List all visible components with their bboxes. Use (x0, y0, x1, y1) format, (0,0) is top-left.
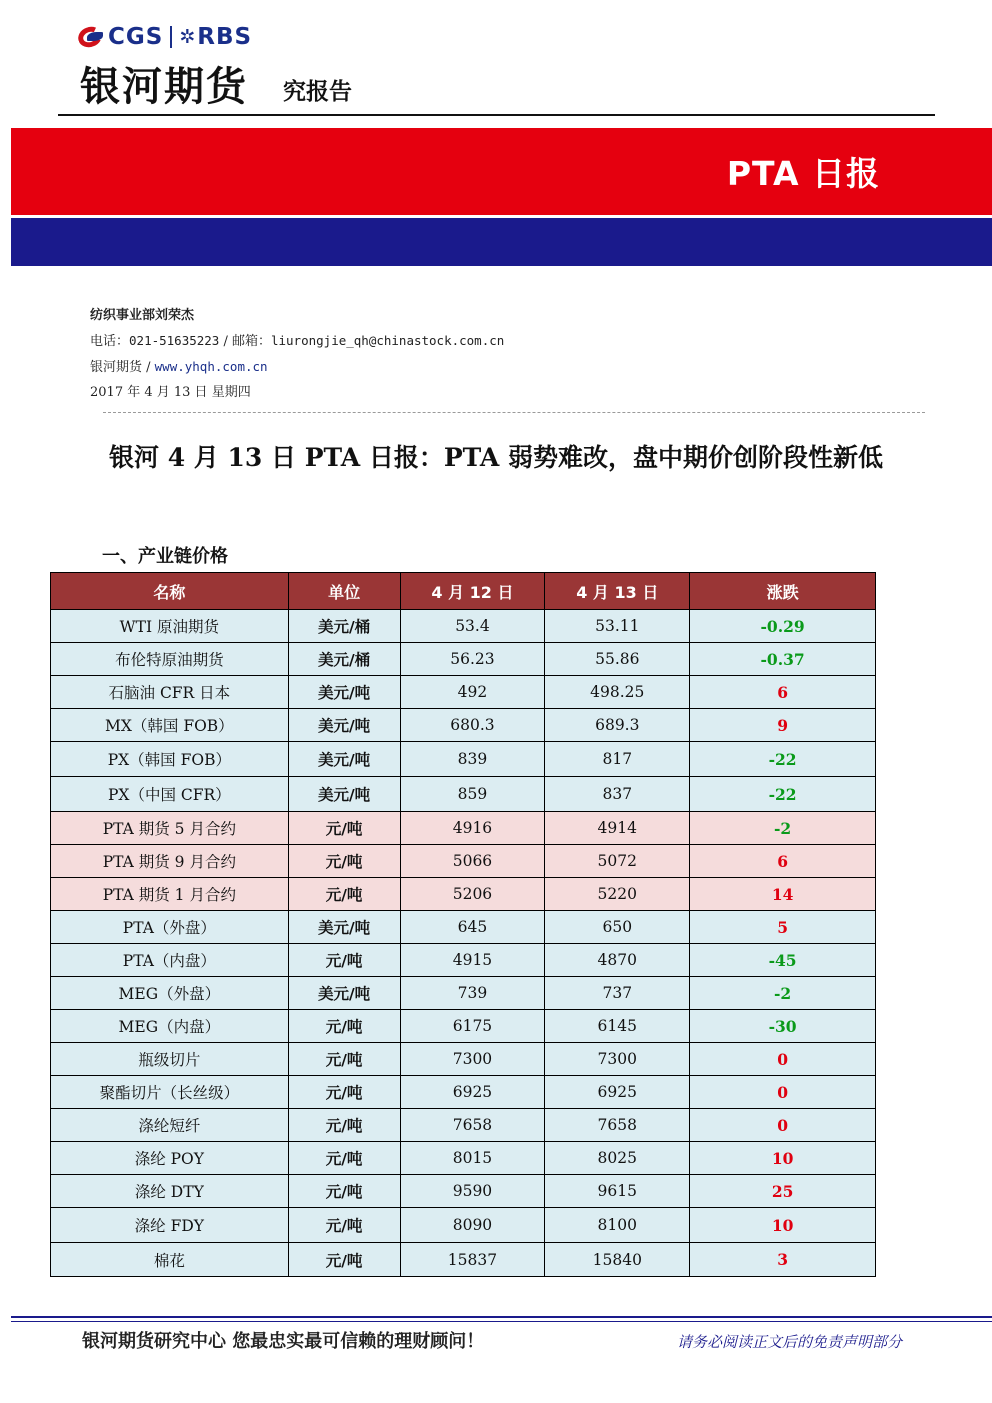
cell-unit: 美元/桶 (288, 643, 400, 676)
col-header-change: 涨跌 (690, 573, 876, 610)
cell-unit: 元/吨 (288, 812, 400, 845)
cell-unit: 元/吨 (288, 1243, 400, 1277)
table-row (51, 610, 876, 643)
logo-divider (170, 26, 172, 48)
cell-unit: 美元/桶 (288, 610, 400, 643)
cell-name: MEG（内盘） (51, 1010, 289, 1043)
brand-subtitle: 究报告 (283, 79, 352, 105)
table-row (51, 1243, 876, 1277)
email-address[interactable]: liurongjie_qh@chinastock.com.cn (270, 333, 505, 348)
cgs-logo-text: CGS (108, 24, 164, 50)
cell-value: 498.25 (545, 676, 690, 709)
table-row (51, 911, 876, 944)
cell-value: 15837 (400, 1243, 545, 1277)
footer-disclaimer: 请务必阅读正文后的免责声明部分 (676, 1333, 902, 1351)
site-label: 银河期货 / (90, 360, 155, 375)
cell-unit: 元/吨 (288, 1109, 400, 1142)
cell-name: 石脑油 CFR 日本 (51, 676, 289, 709)
cell-unit: 元/吨 (288, 1142, 400, 1175)
cell-name: 布伦特原油期货 (51, 643, 289, 676)
cell-name: 涤纶短纤 (51, 1109, 289, 1142)
cell-unit: 美元/吨 (288, 777, 400, 812)
cell-unit: 美元/吨 (288, 742, 400, 777)
cell-value: 4915 (400, 944, 545, 977)
cell-change: -30 (690, 1010, 876, 1043)
cell-name: WTI 原油期货 (51, 610, 289, 643)
cell-change: 25 (690, 1175, 876, 1208)
cell-change: 6 (690, 845, 876, 878)
cell-value: 817 (545, 742, 690, 777)
rbs-logo-icon: ✲ (179, 26, 196, 48)
col-header-unit: 单位 (288, 573, 400, 610)
cell-unit: 元/吨 (288, 1208, 400, 1243)
table-row (51, 878, 876, 911)
cell-value: 8015 (400, 1142, 545, 1175)
cell-name: PTA 期货 9 月合约 (51, 845, 289, 878)
section-title: 一、产业链价格 (102, 546, 228, 567)
table-row (51, 1043, 876, 1076)
cell-value: 689.3 (545, 709, 690, 742)
cell-value: 837 (545, 777, 690, 812)
contact-line (90, 330, 504, 349)
banner-blue-stripe (11, 218, 992, 266)
footer-divider-thin (11, 1321, 992, 1322)
cell-value: 650 (545, 911, 690, 944)
cell-value: 492 (400, 676, 545, 709)
table-row (51, 1142, 876, 1175)
cell-change: 10 (690, 1142, 876, 1175)
cell-change: 5 (690, 911, 876, 944)
cell-unit: 元/吨 (288, 1076, 400, 1109)
col-header-date2: 4 月 13 日 (545, 573, 690, 610)
table-row (51, 845, 876, 878)
header-divider (58, 114, 935, 116)
cell-unit: 元/吨 (288, 944, 400, 977)
cell-value: 56.23 (400, 643, 545, 676)
cell-name: 棉花 (51, 1243, 289, 1277)
cell-name: PTA（内盘） (51, 944, 289, 977)
cell-value: 9615 (545, 1175, 690, 1208)
email-label: / 邮箱： (219, 334, 271, 349)
cell-unit: 美元/吨 (288, 709, 400, 742)
cell-change: -2 (690, 977, 876, 1010)
cell-name: 聚酯切片（长丝级） (51, 1076, 289, 1109)
cell-unit: 元/吨 (288, 1043, 400, 1076)
cell-value: 6145 (545, 1010, 690, 1043)
price-table (50, 572, 876, 1277)
rbs-logo-text: RBS (197, 24, 253, 50)
site-line (90, 356, 268, 375)
cell-name: PTA 期货 1 月合约 (51, 878, 289, 911)
footer-slogan: 银河期货研究中心 您最忠实最可信赖的理财顾问！ (82, 1331, 485, 1352)
cgs-logo-icon (78, 25, 108, 49)
cell-name: PTA 期货 5 月合约 (51, 812, 289, 845)
cell-value: 5206 (400, 878, 545, 911)
cell-value: 6925 (545, 1076, 690, 1109)
col-header-name: 名称 (51, 573, 289, 610)
cell-value: 7658 (400, 1109, 545, 1142)
table-row (51, 1175, 876, 1208)
phone-number: 021-51635223 (129, 333, 220, 348)
cell-change: 0 (690, 1043, 876, 1076)
cell-value: 7300 (400, 1043, 545, 1076)
cell-value: 680.3 (400, 709, 545, 742)
cell-name: 涤纶 DTY (51, 1175, 289, 1208)
cell-change: 6 (690, 676, 876, 709)
report-title: PTA 日报 (726, 154, 880, 193)
cell-value: 739 (400, 977, 545, 1010)
logo-row (78, 22, 252, 52)
cell-value: 737 (545, 977, 690, 1010)
headline: 银河 4 月 13 日 PTA 日报：PTA 弱势难改，盘中期价创阶段性新低 (109, 443, 883, 472)
cell-value: 4870 (545, 944, 690, 977)
cell-unit: 美元/吨 (288, 977, 400, 1010)
cell-change: 0 (690, 1109, 876, 1142)
cell-unit: 元/吨 (288, 1175, 400, 1208)
cell-value: 5072 (545, 845, 690, 878)
cell-unit: 元/吨 (288, 845, 400, 878)
cell-change: 10 (690, 1208, 876, 1243)
cell-value: 8090 (400, 1208, 545, 1243)
cell-value: 9590 (400, 1175, 545, 1208)
phone-label: 电话： (90, 334, 130, 349)
cell-name: 瓶级切片 (51, 1043, 289, 1076)
cell-value: 8100 (545, 1208, 690, 1243)
cell-value: 859 (400, 777, 545, 812)
cell-value: 5220 (545, 878, 690, 911)
cell-unit: 元/吨 (288, 878, 400, 911)
table-row (51, 944, 876, 977)
cell-value: 6175 (400, 1010, 545, 1043)
cell-unit: 元/吨 (288, 1010, 400, 1043)
cell-value: 4914 (545, 812, 690, 845)
cell-change: -22 (690, 742, 876, 777)
cell-change: -22 (690, 777, 876, 812)
cell-change: -2 (690, 812, 876, 845)
brand-name: 银河期货 (80, 64, 248, 110)
table-row (51, 676, 876, 709)
table-row (51, 1010, 876, 1043)
cell-value: 8025 (545, 1142, 690, 1175)
cell-value: 7300 (545, 1043, 690, 1076)
cell-value: 4916 (400, 812, 545, 845)
cell-change: -45 (690, 944, 876, 977)
table-row (51, 1109, 876, 1142)
cell-change: -0.29 (690, 610, 876, 643)
dashed-divider (103, 412, 925, 413)
cell-name: 涤纶 POY (51, 1142, 289, 1175)
cell-unit: 美元/吨 (288, 911, 400, 944)
cell-value: 15840 (545, 1243, 690, 1277)
cell-value: 53.11 (545, 610, 690, 643)
table-row (51, 1208, 876, 1243)
cell-name: PX（韩国 FOB） (51, 742, 289, 777)
table-row (51, 709, 876, 742)
cell-value: 839 (400, 742, 545, 777)
table-row (51, 643, 876, 676)
col-header-date1: 4 月 12 日 (400, 573, 545, 610)
table-row (51, 812, 876, 845)
cell-value: 55.86 (545, 643, 690, 676)
cell-name: PX（中国 CFR） (51, 777, 289, 812)
cell-change: 0 (690, 1076, 876, 1109)
table-row (51, 777, 876, 812)
report-date: 2017 年 4 月 13 日 星期四 (90, 385, 251, 400)
cell-change: 9 (690, 709, 876, 742)
cell-value: 53.4 (400, 610, 545, 643)
cell-value: 5066 (400, 845, 545, 878)
table-row (51, 977, 876, 1010)
cell-name: PTA（外盘） (51, 911, 289, 944)
table-row (51, 742, 876, 777)
footer-divider (11, 1316, 992, 1318)
cell-change: 3 (690, 1243, 876, 1277)
cell-value: 6925 (400, 1076, 545, 1109)
cell-change: -0.37 (690, 643, 876, 676)
author-dept: 纺织事业部刘荣杰 (90, 308, 195, 323)
cell-unit: 美元/吨 (288, 676, 400, 709)
cell-value: 645 (400, 911, 545, 944)
cell-name: MX（韩国 FOB） (51, 709, 289, 742)
site-link[interactable]: www.yhqh.com.cn (154, 359, 268, 374)
cell-change: 14 (690, 878, 876, 911)
table-row (51, 1076, 876, 1109)
cell-name: 涤纶 FDY (51, 1208, 289, 1243)
cell-name: MEG（外盘） (51, 977, 289, 1010)
table-header-row (51, 573, 876, 610)
cell-value: 7658 (545, 1109, 690, 1142)
